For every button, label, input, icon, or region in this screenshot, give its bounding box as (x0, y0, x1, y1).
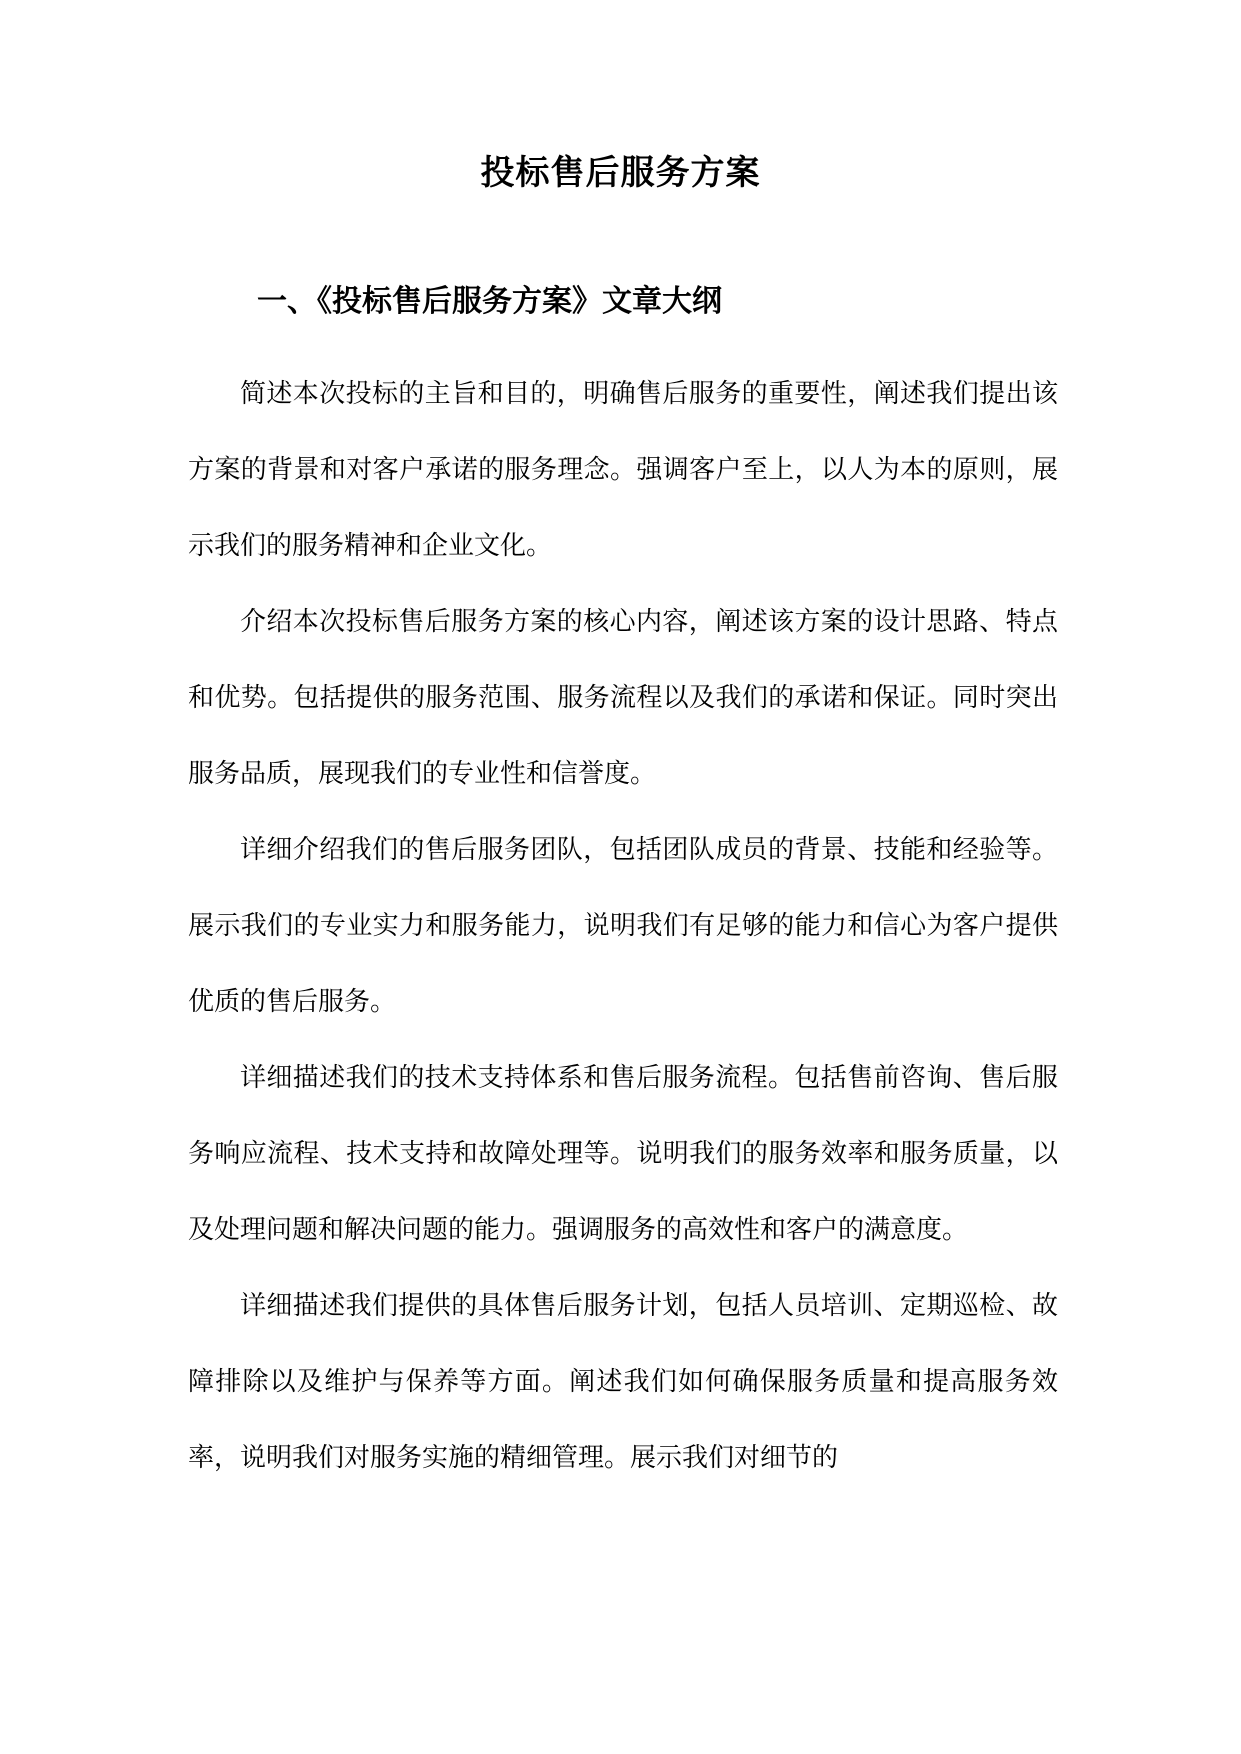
document-body (188, 356, 1058, 1496)
paragraph-core-content: 介绍本次投标售后服务方案的核心内容，阐述该方案的设计思路、特点和优势。包括提供的服务范围、服务流程以及我们的承诺和保证。同时突出服务品质，展现我们的专业性和信誉度。 (188, 607, 1058, 789)
paragraph-support-system: 详细描述我们的技术支持体系和售后服务流程。包括售前咨询、售后服务响应流程、技术支持和故障处理等。说明我们的服务效率和服务质量，以及处理问题和解决问题的能力。强调服务的高效性和客户的满意度。 (188, 1063, 1058, 1245)
paragraph-service-team: 详细介绍我们的售后服务团队，包括团队成员的背景、技能和经验等。展示我们的专业实力和服务能力，说明我们有足够的能力和信心为客户提供优质的售后服务。 (188, 835, 1058, 1017)
paragraph-service-plan: 详细描述我们提供的具体售后服务计划，包括人员培训、定期巡检、故障排除以及维护与保养等方面。阐述我们如何确保服务质量和提高服务效率，说明我们对服务实施的精细管理。展示我们对细节的 (188, 1291, 1058, 1473)
section-heading: 一、《投标售后服务方案》文章大纲 (257, 284, 722, 319)
document-title: 投标售后服务方案 (480, 153, 761, 193)
paragraph-intro: 简述本次投标的主旨和目的，明确售后服务的重要性，阐述我们提出该方案的背景和对客户承诺的服务理念。强调客户至上，以人为本的原则，展示我们的服务精神和企业文化。 (188, 379, 1058, 561)
